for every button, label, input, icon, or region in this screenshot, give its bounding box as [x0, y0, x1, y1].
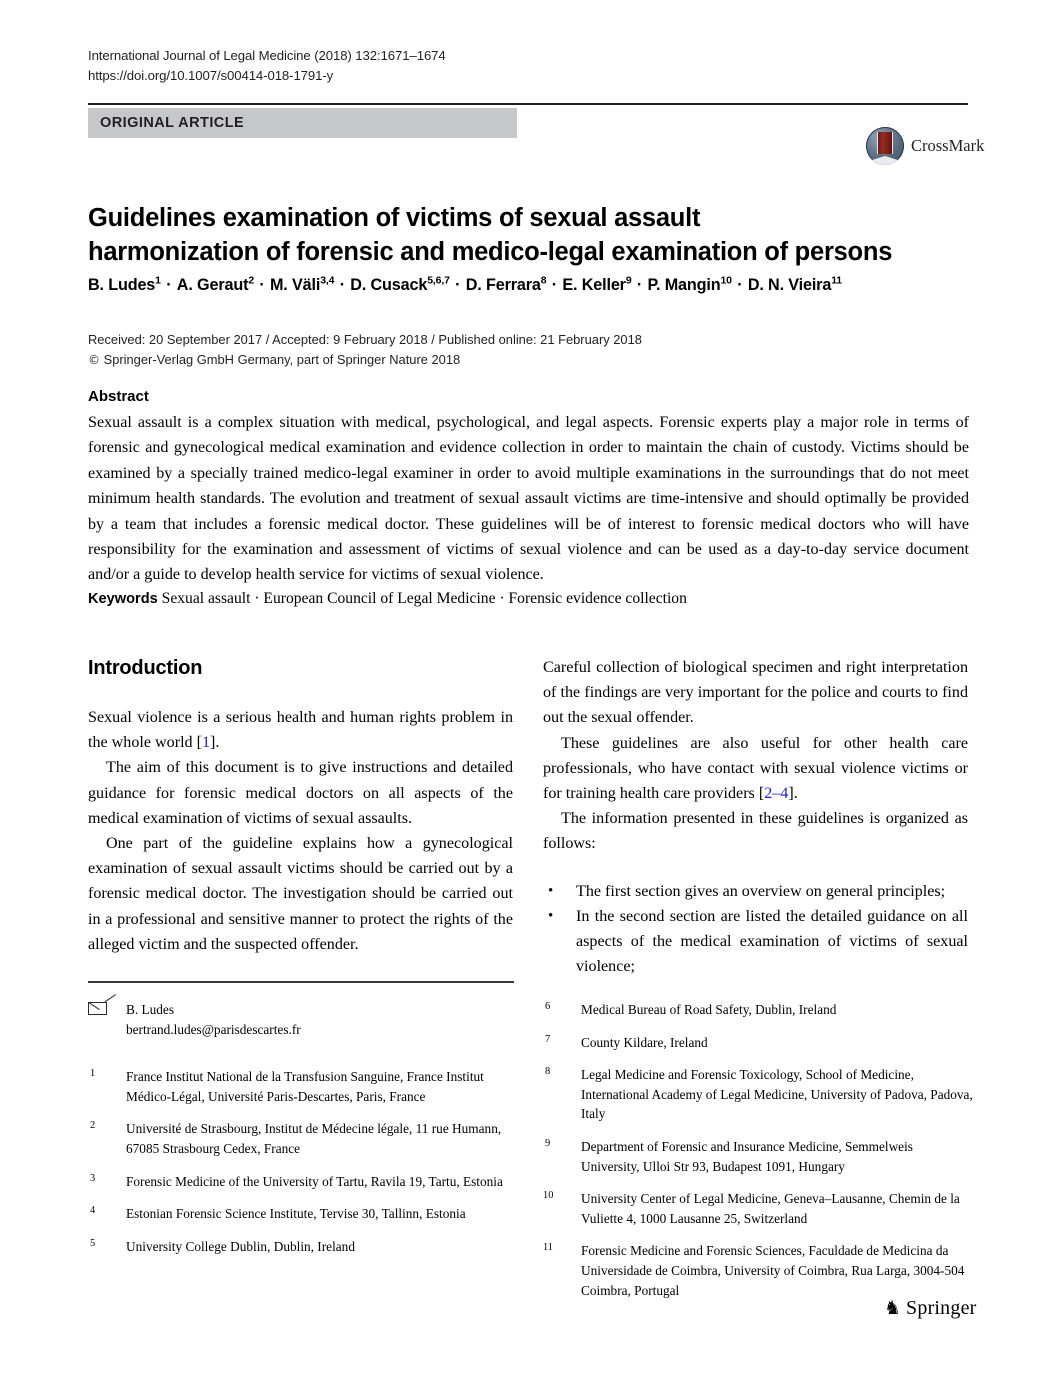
affiliation-text: Université de Strasbourg, Institut de Médecine légale, 11 rue Humann, 67085 Strasbourg Cedex, France: [126, 1121, 502, 1156]
affiliation-number: 4: [90, 1205, 96, 1217]
intro-paragraph-5: [543, 731, 968, 807]
affiliation-text: Medical Bureau of Road Safety, Dublin, Ireland: [581, 1002, 837, 1017]
author-separator: ·: [547, 276, 562, 294]
affiliation-number: 8: [545, 1066, 551, 1078]
abstract-body: Sexual assault is a complex situation with medical, psychological, and legal aspects. Forensic experts play a major role in terms of forensic and gynecological medical examination and evidence collection in order to maintain the chain of custody. Victims should be examined by a specially trained medico-legal examiner in order to avoid multiple examinations in the surroundings that do not meet minimum health standards. The evolution and treatment of sexual assault victims are time-intensive and should optimally be provided by a team that includes a forensic medical doctor. These guidelines will be of interest to forensic medical doctors who will have responsibility for the examination and assessment of victims of sexual violence and can be used as a day-to-day service document and/or a guide to develop health service for victims of sexual violence.: [88, 414, 969, 584]
intro-paragraph-4: Careful collection of biological specimen and right interpretation of the findings are very important for the police and courts to find out the sexual offender.: [543, 659, 968, 727]
intro-p5-text-after: ].: [788, 785, 798, 803]
corresponding-author-block: [88, 1000, 514, 1039]
intro-paragraph-6: The information presented in these guidelines is organized as follows:: [543, 810, 968, 853]
affiliation-entry: [543, 1033, 973, 1053]
affiliation-entry: [543, 1000, 973, 1020]
author-name: D. Cusack: [350, 276, 428, 294]
affiliation-text: Forensic Medicine of the University of Tartu, Ravila 19, Tartu, Estonia: [126, 1173, 503, 1189]
author-affiliation-marker: 9: [625, 274, 632, 287]
springer-knight-icon: ♞: [884, 1297, 902, 1319]
affiliation-text: Department of Forensic and Insurance Medicine, Semmelweis University, Ulloi Str 93, Budapest 1091, Hungary: [581, 1138, 913, 1174]
affiliation-number: 3: [90, 1172, 96, 1184]
affiliation-text: Estonian Forensic Science Institute, Tervise 30, Tallinn, Estonia: [126, 1206, 466, 1222]
author-separator: ·: [161, 276, 176, 294]
affiliation-number: 9: [545, 1137, 551, 1149]
publisher-name: Springer: [906, 1297, 977, 1319]
author-name: E. Keller: [562, 276, 626, 294]
overview-bullet-list: [543, 879, 968, 980]
crossmark-label: CrossMark: [911, 136, 985, 155]
intro-p1-text-after: ].: [210, 734, 220, 752]
crossmark-badge-group[interactable]: [866, 127, 984, 165]
copyright-icon: ©: [88, 352, 100, 367]
affiliation-text: France Institut National de la Transfusion Sanguine, France Institut Médico-Légal, Université Paris-Descartes, Paris, France: [126, 1069, 484, 1104]
journal-citation: International Journal of Legal Medicine (2018) 132:1671–1674: [88, 48, 446, 63]
publication-dates: Received: 20 September 2017 / Accepted: 9 February 2018 / Published online: 21 February 2018: [88, 332, 642, 347]
corresponding-author-name: B. Ludes: [126, 1002, 175, 1017]
author-affiliation-marker: 11: [831, 274, 842, 287]
author-affiliation-marker: 5,6,7: [427, 274, 450, 287]
publication-history: [88, 330, 968, 370]
author-list: [88, 274, 968, 296]
keywords-list: Sexual assault · European Council of Legal Medicine · Forensic evidence collection: [161, 590, 687, 607]
author-affiliation-marker: 3,4: [320, 274, 335, 287]
body-column-right: [543, 655, 968, 979]
crossmark-icon: [866, 127, 904, 165]
affiliation-number: 1: [90, 1068, 96, 1080]
list-item-text: In the second section are listed the detailed guidance on all aspects of the medical examination of victims of sexual violence;: [576, 907, 968, 976]
title-line-1: Guidelines examination of victims of sexual assault: [88, 204, 701, 233]
affiliation-entry: [543, 1241, 973, 1300]
author-affiliation-marker: 10: [720, 274, 732, 287]
section-heading-introduction: Introduction: [88, 657, 203, 679]
keywords-label: Keywords: [88, 591, 158, 607]
list-item: [543, 904, 968, 980]
page-title: [88, 201, 968, 269]
bullet-icon: •: [548, 882, 554, 899]
body-column-left: [88, 655, 513, 957]
citation-ref-2-4[interactable]: 2–4: [764, 785, 789, 803]
affiliation-text: University Center of Legal Medicine, Geneva–Lausanne, Chemin de la Vuliette 4, 1000 Lausanne 25, Switzerland: [581, 1191, 960, 1226]
affiliation-list-right: [543, 1000, 973, 1300]
copyright-line: [88, 350, 968, 371]
affiliation-entry: [543, 1065, 973, 1124]
intro-paragraph-1: [88, 705, 513, 755]
affiliation-entry: [88, 1172, 514, 1192]
author-name: B. Ludes: [88, 276, 156, 294]
keywords-block: [88, 587, 969, 611]
copyright-text: Springer-Verlag GmbH Germany, part of Springer Nature 2018: [103, 351, 461, 367]
author-name: P. Mangin: [647, 276, 721, 294]
author-separator: ·: [450, 276, 465, 294]
article-type-label: ORIGINAL ARTICLE: [100, 115, 245, 131]
footnote-divider-rule: [88, 981, 514, 983]
envelope-icon: [88, 1002, 107, 1015]
author-separator: ·: [632, 276, 647, 294]
affiliation-list-left: [88, 1067, 514, 1256]
publisher-logo: [884, 1297, 977, 1320]
author-separator: ·: [255, 276, 269, 294]
title-line-2: harmonization of forensic and medico-legal examination of persons: [88, 238, 893, 267]
intro-paragraph-2: The aim of this document is to give instructions and detailed guidance for forensic medical doctors on all aspects of the medical examination of victims of sexual assaults.: [88, 759, 513, 827]
affiliation-number: 2: [90, 1120, 96, 1132]
author-name: M. Väli: [269, 276, 321, 294]
author-name: A. Geraut: [176, 276, 249, 294]
citation-ref-1[interactable]: 1: [201, 734, 211, 752]
intro-paragraph-3: One part of the guideline explains how a gynecological examination of sexual assault victims should be carried out by a forensic medical doctor. The investigation should be carried out in a professional and sensitive manner to protect the rights of the alleged victim and the suspected offender.: [88, 835, 513, 953]
affiliation-entry: [543, 1137, 973, 1176]
affiliation-text: County Kildare, Ireland: [581, 1034, 708, 1050]
doi-link[interactable]: https://doi.org/10.1007/s00414-018-1791-y: [88, 68, 334, 83]
author-affiliation-marker: 2: [248, 274, 255, 287]
author-affiliation-marker: 1: [155, 274, 161, 287]
affiliation-text: Forensic Medicine and Forensic Sciences, Faculdade de Medicina da Universidade de Coimbra, University of Coimbra, Rua Larga, 3004-504 Coimbra, Portugal: [581, 1243, 965, 1298]
author-name: D. Ferrara: [465, 276, 541, 294]
affiliation-number: 5: [90, 1237, 96, 1249]
affiliation-text: Legal Medicine and Forensic Toxicology, School of Medicine, International Academy of Legal Medicine, University of Padova, Padova, Italy: [581, 1067, 973, 1122]
affiliation-text: University College Dublin, Dublin, Ireland: [126, 1238, 355, 1254]
author-name: D. N. Vieira: [747, 276, 832, 294]
abstract-heading: Abstract: [88, 388, 149, 405]
affiliation-entry: [88, 1067, 514, 1106]
intro-p5-text-before: These guidelines are also useful for other health care professionals, who have contact with sexual violence victims or for training health care providers [: [543, 734, 968, 803]
author-separator: ·: [732, 276, 747, 294]
affiliation-number: 6: [545, 1001, 551, 1012]
bullet-icon: •: [548, 907, 554, 924]
affiliation-entry: [88, 1204, 514, 1224]
journal-citation-block: [88, 46, 788, 86]
author-separator: ·: [335, 276, 350, 294]
intro-p1-text-before: Sexual violence is a serious health and human rights problem in the whole world [: [88, 709, 513, 752]
corresponding-author-email[interactable]: bertrand.ludes@parisdescartes.fr: [126, 1021, 301, 1037]
list-item-text: The first section gives an overview on general principles;: [576, 882, 946, 900]
list-item: [543, 879, 968, 904]
affiliation-number: 7: [545, 1033, 551, 1045]
author-affiliation-marker: 8: [540, 274, 547, 287]
footnote-column-right: [543, 1000, 973, 1313]
affiliation-entry: [543, 1189, 973, 1228]
affiliation-number: 10: [543, 1190, 554, 1202]
affiliation-entry: [88, 1237, 514, 1257]
affiliation-entry: [88, 1119, 514, 1158]
header-divider-rule: [88, 103, 968, 105]
footnote-column-left: [88, 1000, 514, 1269]
affiliation-number: 11: [543, 1242, 554, 1254]
